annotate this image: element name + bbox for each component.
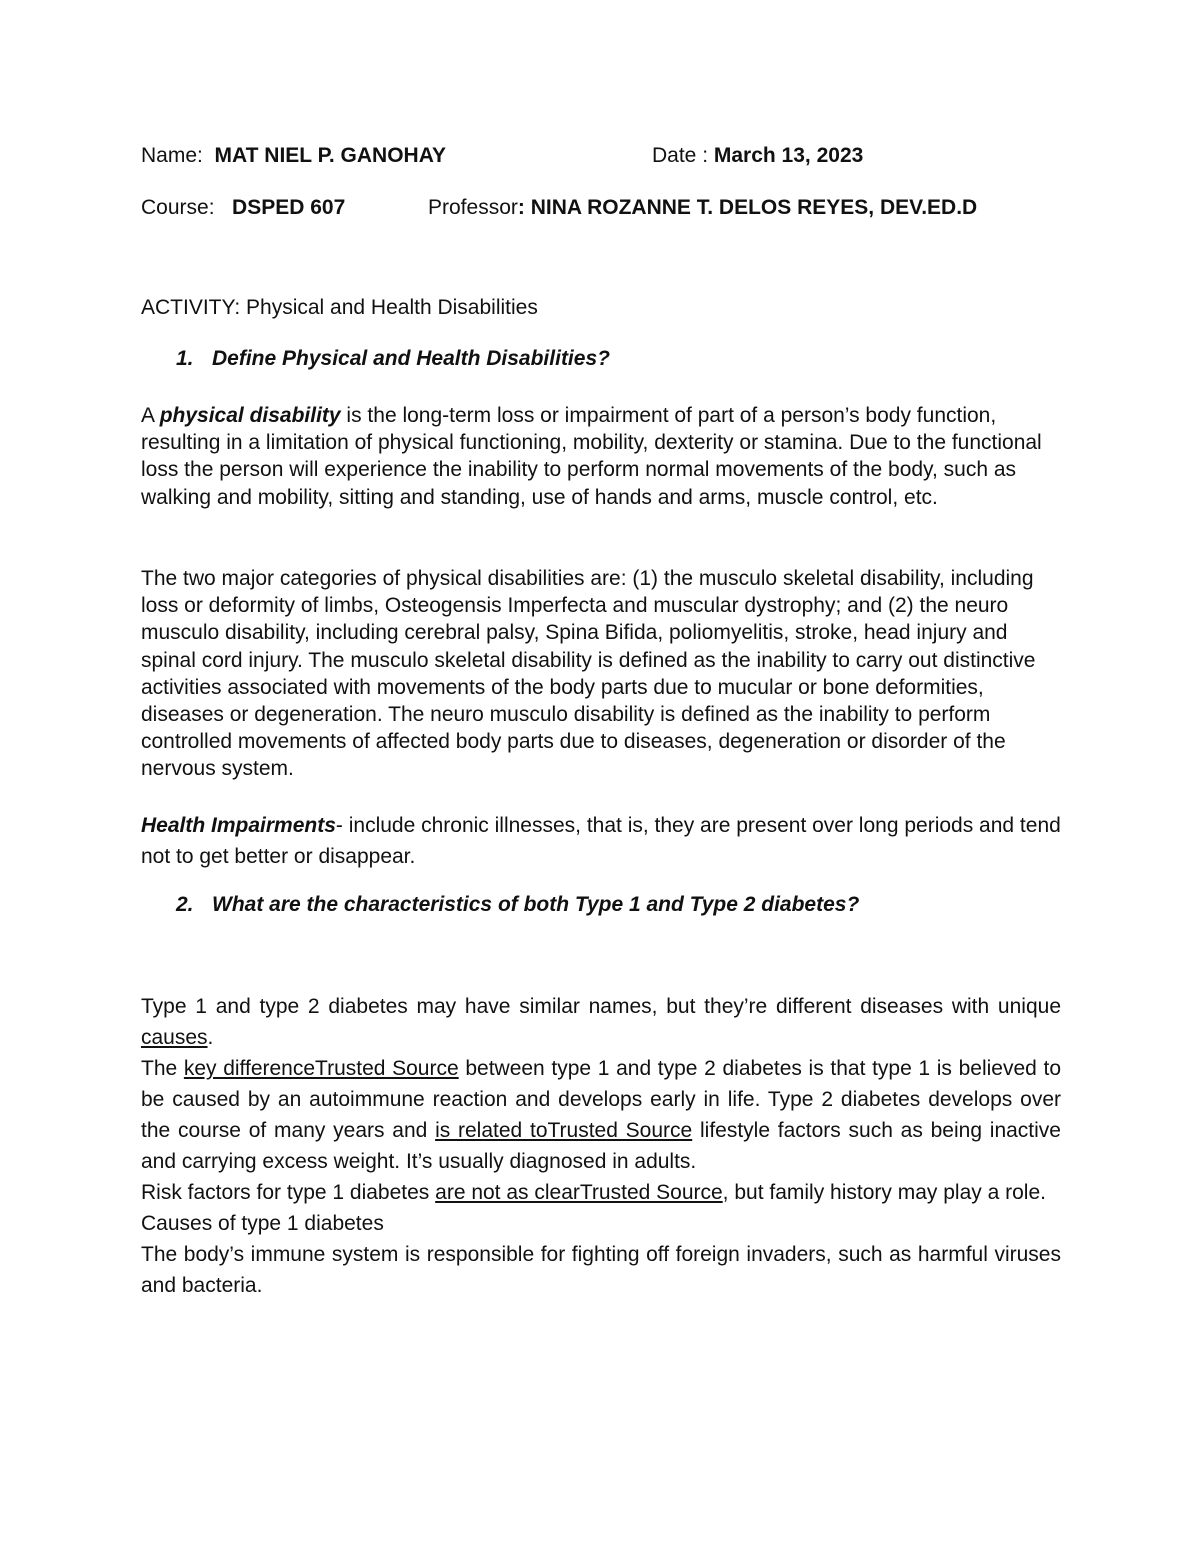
course-label: Course: [141, 196, 215, 219]
difference-text-c: lifestyle factors such as being inactive and carrying excess weight. It’s usually diagnosed in adults. [141, 1119, 1061, 1173]
date-row [652, 143, 863, 169]
diabetes-difference [141, 1053, 1061, 1177]
diabetes-section [141, 991, 1061, 1301]
question-2-text: What are the characteristics of both Type 1 and Type 2 diabetes? [212, 893, 860, 916]
professor-row [428, 195, 977, 221]
related-to-link[interactable]: is related toTrusted Source [435, 1119, 693, 1142]
immune-system-text: The body’s immune system is responsible for fighting off foreign invaders, such as harmful viruses and bacteria. [141, 1243, 1061, 1297]
professor-value: : NINA ROZANNE T. DELOS REYES, DEV.ED.D [517, 196, 978, 219]
difference-text-a: The [141, 1057, 184, 1080]
diabetes-risk-factors [141, 1177, 1061, 1208]
course-value: DSPED 607 [232, 196, 346, 219]
categories-paragraph: The two major categories of physical disabilities are: (1) the musculo skeletal disability, including loss or deformity of limbs, Osteogensis Imperfecta and muscular dystrophy; and (2) the neuro musculo disability, including cerebral palsy, Spina Bifida, poliomyelitis, stroke, head injury and spinal cord injury. The musculo skeletal disability is defined as the inability to carry out distinctive activities associated with movements of the body parts due to mucular or bone deformities, diseases or degeneration. The neuro musculo disability is defined as the inability to perform controlled movements of affected body parts due to diseases, degeneration or disorder of the nervous system. [141, 567, 1036, 781]
question-2-number: 2. [176, 893, 194, 916]
not-as-clear-link[interactable]: are not as clearTrusted Source [435, 1181, 723, 1204]
question-1 [176, 346, 610, 372]
health-impairments-term: Health Impairments [141, 814, 336, 837]
activity-title: ACTIVITY: Physical and Health Disabilities [141, 296, 538, 319]
question-1-number: 1. [176, 347, 194, 370]
physical-disability-term: physical disability [159, 404, 341, 427]
difference-text-b: between type 1 and type 2 diabetes is that type 1 is believed to be caused by an autoimmune reaction and develops early in life. Type 2 diabetes develops over the course of many years and [141, 1057, 1061, 1142]
question-1-text: Define Physical and Health Disabilities? [212, 347, 610, 370]
date-label: Date : [652, 144, 709, 167]
causes-type1-heading: Causes of type 1 diabetes [141, 1212, 384, 1235]
key-difference-link[interactable]: key differenceTrusted Source [183, 1057, 459, 1080]
diabetes-intro-end: . [207, 1026, 214, 1049]
health-impairments-definition: - include chronic illnesses, that is, they are present over long periods and tend not to get better or disappear. [141, 814, 1061, 868]
health-impairments-paragraph [141, 810, 1061, 872]
name-label: Name: [141, 144, 203, 167]
causes-link[interactable]: causes [141, 1026, 208, 1049]
student-name: MAT NIEL P. GANOHAY [214, 144, 446, 167]
name-row [141, 143, 446, 169]
diabetes-intro [141, 991, 1061, 1053]
course-row [141, 195, 345, 221]
risk-text-b: , but family history may play a role. [722, 1181, 1046, 1204]
professor-label: Professor [428, 196, 518, 219]
diabetes-intro-text: Type 1 and type 2 diabetes may have similar names, but they’re different diseases with unique [141, 995, 1061, 1018]
physical-disability-paragraph [141, 402, 1061, 511]
physical-disability-definition: is the long-term loss or impairment of part of a person’s body function, resulting in a limitation of physical functioning, mobility, dexterity or stamina. Due to the functional loss the person will experience the inability to perform normal movements of the body, such as walking and mobility, sitting and standing, use of hands and arms, muscle control, etc. [141, 404, 1042, 509]
risk-text-a: Risk factors for type 1 diabetes [141, 1181, 436, 1204]
question-2 [176, 892, 859, 918]
date-value: March 13, 2023 [713, 144, 864, 167]
physical-lead: A [141, 404, 160, 427]
